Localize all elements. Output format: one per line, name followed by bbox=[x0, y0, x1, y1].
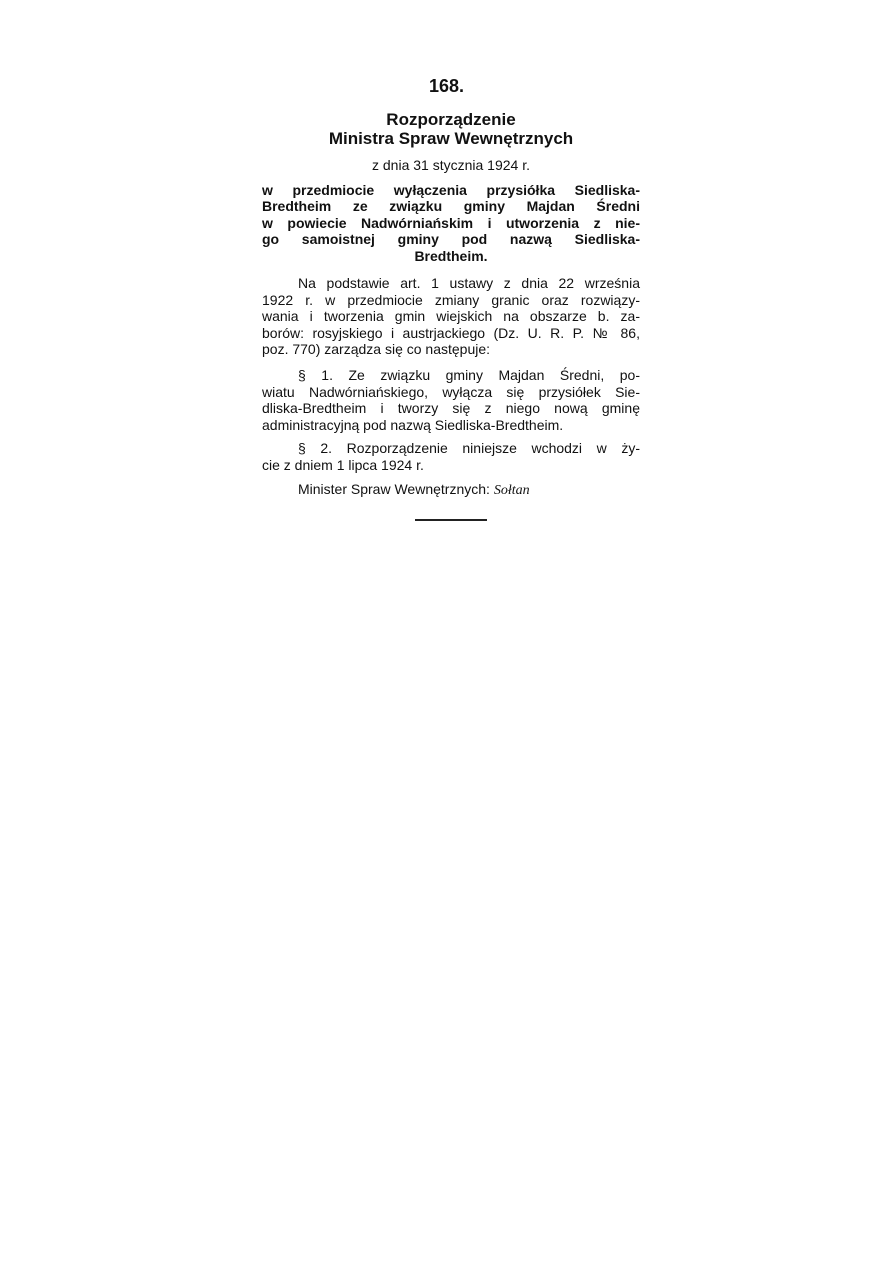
act-number: 168. bbox=[428, 76, 465, 96]
preamble-line: 1922 r. w przedmiocie zmiany granic oraz rozwiązy- bbox=[262, 291, 640, 308]
section-1 bbox=[262, 367, 640, 433]
section-1-line: wiatu Nadwórniańskiego, wyłącza się przysiółek Sie- bbox=[262, 383, 640, 400]
section-2 bbox=[262, 440, 640, 473]
signature-line bbox=[262, 481, 640, 500]
signature-name: Sołtan bbox=[493, 483, 530, 498]
preamble-paragraph bbox=[262, 275, 640, 358]
preamble-line: borów: rosyjskiego i austrjackiego (Dz. U. R. P. № 86, bbox=[262, 324, 640, 341]
subject-line: w powiecie Nadwórniańskim i utworzenia z nie- bbox=[262, 214, 640, 231]
preamble-line: poz. 770) zarządza się co następuje: bbox=[262, 341, 491, 358]
section-1-line: § 1. Ze związku gminy Majdan Średni, po- bbox=[298, 367, 640, 383]
signature-label: Minister Spraw Wewnętrznych: bbox=[298, 481, 490, 497]
signature bbox=[262, 481, 640, 500]
subject-line: go samoistnej gminy pod nazwą Siedliska- bbox=[262, 231, 640, 248]
subject-line: w przedmiocie wyłączenia przysiółka Siedliska- bbox=[262, 182, 640, 198]
subject-line: Bredtheim. bbox=[414, 247, 488, 264]
document-title bbox=[262, 110, 640, 148]
title-line: Rozporządzenie bbox=[386, 110, 516, 129]
section-1-line: administracyjną pod nazwą Siedliska-Bredtheim. bbox=[262, 416, 564, 433]
preamble-line: Na podstawie art. 1 ustawy z dnia 22 września bbox=[298, 275, 640, 291]
closing-rule bbox=[415, 519, 487, 521]
section-2-line: § 2. Rozporządzenie niniejsze wchodzi w ży- bbox=[298, 440, 640, 456]
preamble-line: wania i tworzenia gmin wiejskich na obszarze b. za- bbox=[262, 308, 640, 325]
title-line: Ministra Spraw Wewnętrznych bbox=[328, 129, 574, 148]
section-1-line: dliska-Bredtheim i tworzy się z niego nową gminę bbox=[262, 400, 640, 417]
document-subject bbox=[262, 182, 640, 264]
document-date: z dnia 31 stycznia 1924 r. bbox=[372, 157, 530, 173]
section-2-line: cie z dniem 1 lipca 1924 r. bbox=[262, 456, 424, 473]
subject-line: Bredtheim ze związku gminy Majdan Średni bbox=[262, 198, 640, 215]
